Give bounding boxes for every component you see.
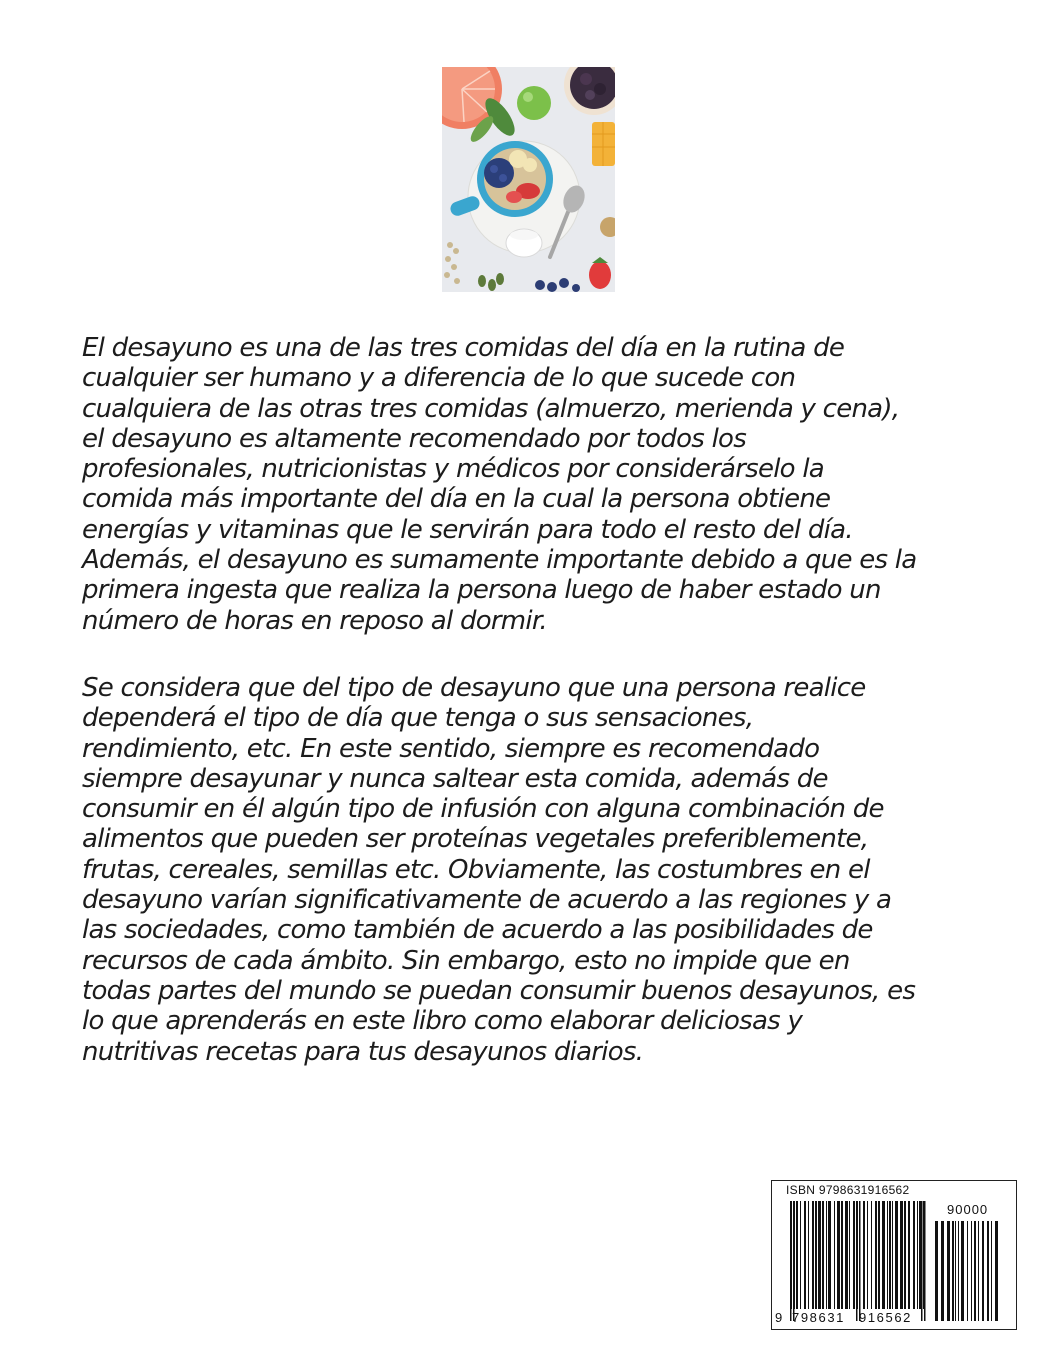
barcode-bar (958, 1221, 959, 1321)
barcode-bar (826, 1201, 827, 1309)
text-line: nutritivas recetas para tus desayunos diarios. (82, 1036, 644, 1067)
barcode-bar (853, 1201, 855, 1309)
text-line: cualquier ser humano y a diferencia de lo que sucede con (82, 363, 796, 394)
text-line: comida más importante del día en la cual la persona obtiene (82, 484, 831, 515)
barcode-bar (849, 1201, 850, 1309)
text-line: Además, el desayuno es sumamente importante debido a que es la (82, 545, 917, 576)
text-line: Se considera que del tipo de desayuno que una persona realice (82, 673, 866, 703)
barcode-guard-bar (856, 1201, 858, 1321)
barcode-bar (882, 1201, 885, 1309)
barcode-bars (772, 1181, 1016, 1329)
barcode-bar (812, 1201, 814, 1309)
barcode-bar (900, 1201, 903, 1309)
text-line: cualquiera de las otras tres comidas (almuerzo, merienda y cena), (82, 393, 900, 424)
text-line: las sociedades, como también de acuerdo a las posibilidades de (82, 915, 873, 946)
barcode-bar (837, 1201, 840, 1309)
barcode-bar (875, 1201, 877, 1309)
barcode-bar (908, 1201, 910, 1309)
barcode-bar (863, 1201, 865, 1309)
barcode-bar (815, 1201, 817, 1309)
text-line: lo que aprenderás en este libro como elaborar deliciosas y (82, 1006, 803, 1037)
barcode-bar (895, 1201, 898, 1309)
barcode-bar (961, 1221, 964, 1321)
text-line: desayuno varían significativamente de acuerdo a las regiones y a (82, 885, 892, 916)
apple-shape (517, 86, 551, 120)
barcode-bar (871, 1201, 872, 1309)
barcode-bar (982, 1221, 984, 1321)
addon-digits: 90000 (947, 1202, 989, 1217)
barcode-bar (800, 1201, 801, 1309)
barcode-bar (913, 1201, 915, 1309)
barcode-bar (995, 1221, 998, 1321)
barcode-bar (904, 1201, 906, 1309)
barcode-bar (971, 1221, 972, 1321)
isbn-label: ISBN 9798631916562 (786, 1183, 910, 1197)
intro-paragraph-1 (82, 333, 1002, 636)
barcode-bar (867, 1201, 868, 1309)
text-line: número de horas en reposo al dormir. (82, 605, 547, 636)
barcode-bar (935, 1221, 938, 1321)
text-line: energías y vitaminas que le servirán para todo el resto del día. (82, 514, 853, 545)
barcode-bar (828, 1201, 831, 1309)
barcode-guard-bar (793, 1201, 795, 1321)
breakfast-bowl-photo (442, 67, 615, 292)
barcode-bar (892, 1201, 893, 1309)
barcode-bar (841, 1201, 843, 1309)
barcode-bar (804, 1201, 806, 1309)
text-line: primera ingesta que realiza la persona luego de haber estado un (82, 575, 881, 606)
text-line: consumir en él algún tipo de infusión con alguna combinación de (82, 794, 884, 825)
barcode-guard-bar (859, 1201, 861, 1321)
text-line: el desayuno es altamente recomendado por todos los (82, 423, 746, 454)
barcode-bar (818, 1201, 821, 1309)
barcode-bar (978, 1221, 979, 1321)
barcode-bar (991, 1221, 992, 1321)
text-line: recursos de cada ámbito. Sin embargo, esto no impide que en (82, 945, 850, 976)
barcode-bar (845, 1201, 848, 1309)
barcode-bar (822, 1201, 824, 1309)
barcode-guard-bar (921, 1201, 923, 1321)
barcode-bar (889, 1201, 891, 1309)
text-line: frutas, cereales, semillas etc. Obviamente, las costumbres en el (82, 854, 870, 885)
text-line: dependerá el tipo de día que tenga o sus sensaciones, (82, 703, 754, 734)
barcode-bar (923, 1201, 924, 1309)
barcode-bar (796, 1201, 798, 1309)
barcode-bar (987, 1221, 989, 1321)
barcode-guard-bar (790, 1201, 792, 1321)
barcode-bar (947, 1221, 950, 1321)
barcode-left-group: 798631 (792, 1310, 845, 1325)
text-line: siempre desayunar y nunca saltear esta comida, además de (82, 763, 828, 794)
barcode-bar (967, 1221, 968, 1321)
breakfast-illustration (442, 67, 615, 292)
isbn-barcode (771, 1180, 1017, 1330)
barcode-bar (917, 1201, 918, 1309)
barcode-guard-bar (924, 1201, 926, 1321)
barcode-bar (834, 1201, 835, 1309)
barcode-first-digit: 9 (775, 1310, 784, 1325)
text-line: alimentos que pueden ser proteínas vegetales preferiblemente, (82, 824, 869, 855)
text-line: profesionales, nutricionistas y médicos por considerárselo la (82, 454, 824, 485)
barcode-bar (887, 1201, 888, 1309)
barcode-bar (878, 1201, 880, 1309)
text-line: El desayuno es una de las tres comidas del día en la rutina de (82, 333, 845, 363)
strawberry-shape (589, 261, 611, 289)
text-line: todas partes del mundo se puedan consumir buenos desayunos, es (82, 975, 916, 1006)
intro-paragraph-2 (82, 673, 1002, 1067)
barcode-bar (941, 1221, 944, 1321)
barcode-right-group: 916562 (859, 1310, 912, 1325)
barcode-bar (955, 1221, 956, 1321)
text-line: rendimiento, etc. En este sentido, siempre es recomendado (82, 733, 820, 764)
barcode-bar (974, 1221, 976, 1321)
barcode-bar (952, 1221, 954, 1321)
barcode-bar (808, 1201, 809, 1309)
